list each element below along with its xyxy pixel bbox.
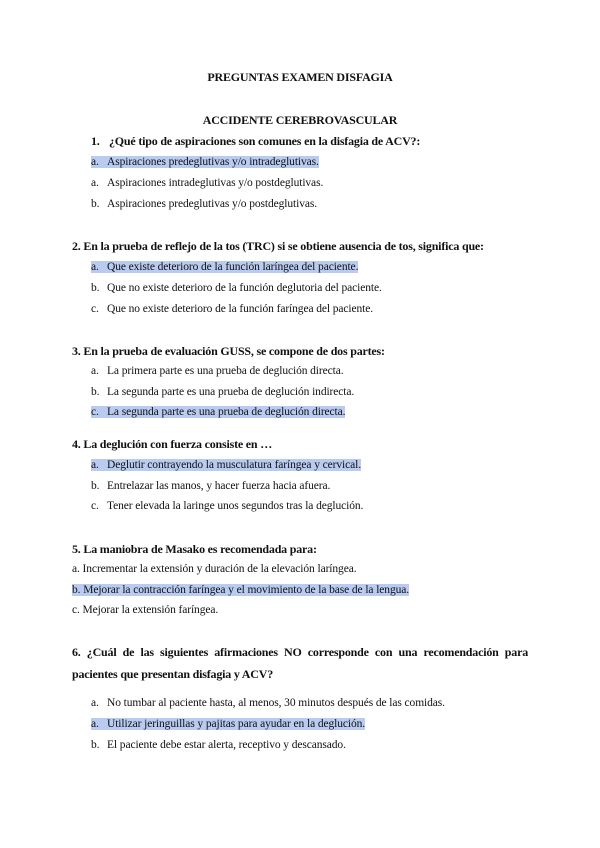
question-5: 5. La maniobra de Masako es recomendada para: [72,542,317,556]
option-label: b. [91,386,100,398]
q1-option-2 [91,177,323,189]
q5-option-1 [72,563,356,575]
section-title: ACCIDENTE CEREBROVASCULAR [202,113,398,127]
option-label: c. [91,500,99,512]
option-label: c. [91,406,112,418]
option-label: c. [91,303,99,315]
option-text: b. Mejorar la contracción faríngea y el movimiento de la base de la lengua. [72,584,410,596]
option-label: a. [91,261,112,273]
option-text: a. Incrementar la extensión y duración de la elevación laríngea. [72,563,357,575]
q3-option-2 [91,386,354,398]
option-text: Tener elevada la laringe unos segundos tras la deglución. [107,500,364,512]
option-text: La segunda parte es una prueba de deglución indirecta. [107,386,355,398]
q6-option-2 [91,718,365,730]
question-1-number: 1. [91,134,100,148]
option-text: No tumbar al paciente hasta, al menos, 30 minutos después de las comidas. [107,697,445,709]
question-2: 2. En la prueba de reflejo de la tos (TRC) si se obtiene ausencia de tos, significa que: [72,239,484,253]
document-title: PREGUNTAS EXAMEN DISFAGIA [207,70,393,84]
q5-option-2 [72,584,409,596]
option-label: b. [91,198,100,210]
option-label: a. [91,177,99,189]
q4-option-1 [91,459,361,471]
q2-option-3 [91,303,373,315]
q4-option-2 [91,480,330,492]
option-text: El paciente debe estar alerta, receptivo y descansado. [107,739,346,751]
option-label: a. [91,156,112,168]
question-3: 3. En la prueba de evaluación GUSS, se compone de dos partes: [72,344,385,358]
option-text: Que existe deterioro de la función laríngea del paciente. [107,261,359,273]
option-text: Que no existe deterioro de la función faríngea del paciente. [107,303,374,315]
option-text: Que no existe deterioro de la función deglutoria del paciente. [107,282,382,294]
option-label: a. [91,697,99,709]
question-6: 6. ¿Cuál de las siguientes afirmaciones NO corresponde con una recomendación para pacientes que presentan disfagia y ACV? [72,645,528,681]
option-label: a. [91,459,112,471]
option-text: Entrelazar las manos, y hacer fuerza hacia afuera. [107,480,331,492]
q6-option-3 [91,739,346,751]
q1-option-3 [91,198,317,210]
q2-option-1 [91,261,358,273]
option-text: La segunda parte es una prueba de deglución directa. [107,406,346,418]
question-1-text: ¿Qué tipo de aspiraciones son comunes en la disfagia de ACV?: [109,134,421,148]
q6-option-1 [91,697,445,709]
option-text: La primera parte es una prueba de deglución directa. [107,365,344,377]
option-text: Aspiraciones intradeglutivas y/o postdeglutivas. [107,177,324,189]
q4-option-3 [91,500,363,512]
option-label: a. [91,718,112,730]
option-text: Utilizar jeringuillas y pajitas para ayudar en la deglución. [107,718,366,730]
q1-option-1 [91,156,319,168]
q3-option-1 [91,365,344,377]
q3-option-3 [91,406,345,418]
question-1 [91,134,420,149]
option-label: b. [91,480,100,492]
option-text: Aspiraciones predeglutivas y/o intradeglutivas. [107,156,319,168]
option-label: a. [91,365,99,377]
option-label: b. [91,282,100,294]
option-label: b. [91,739,100,751]
option-text: c. Mejorar la extensión faríngea. [72,604,219,616]
option-text: Deglutir contrayendo la musculatura faríngea y cervical. [107,459,361,471]
q5-option-3 [72,604,218,616]
question-4: 4. La deglución con fuerza consiste en … [72,437,272,451]
q2-option-2 [91,282,382,294]
option-text: Aspiraciones predeglutivas y/o postdeglutivas. [107,198,318,210]
